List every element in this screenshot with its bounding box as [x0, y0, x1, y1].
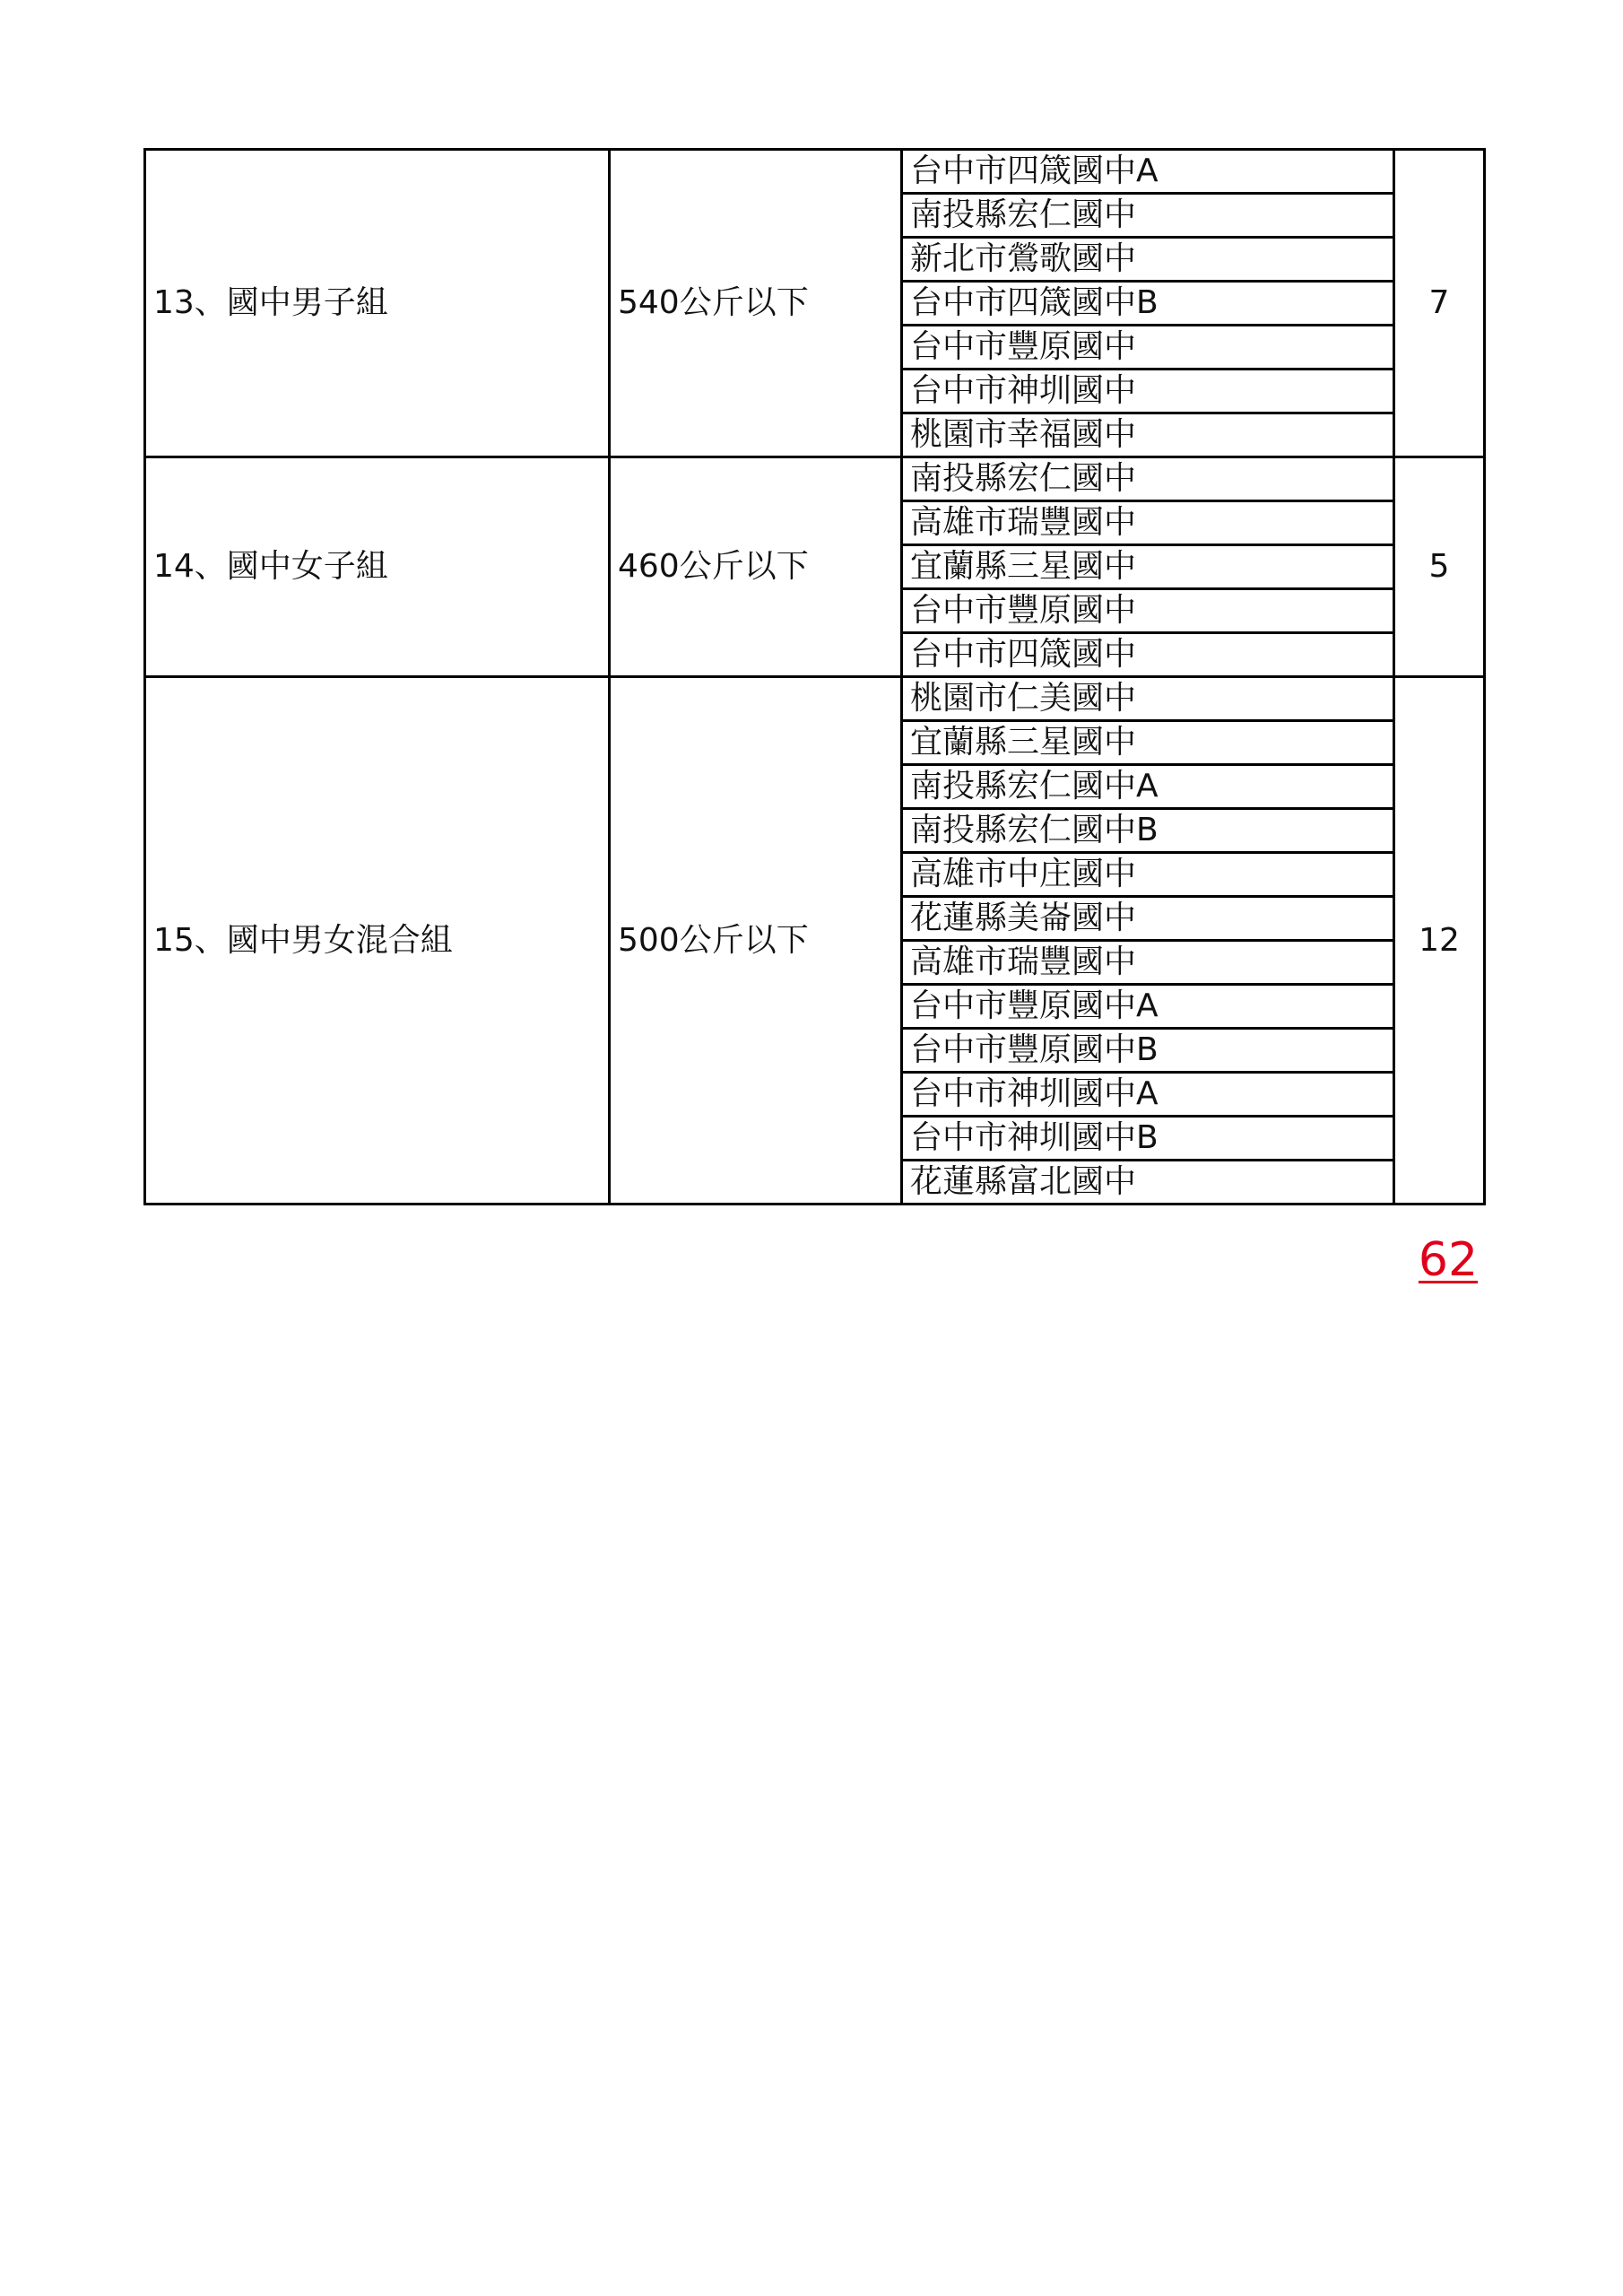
group-category: 15、國中男女混合組	[145, 677, 610, 1205]
team-name: 台中市神圳國中	[902, 370, 1394, 413]
team-name: 桃園市幸福國中	[902, 413, 1394, 457]
team-name: 台中市豐原國中B	[902, 1029, 1394, 1073]
team-name: 桃園市仁美國中	[902, 677, 1394, 721]
team-name: 高雄市瑞豐國中	[902, 941, 1394, 985]
team-name: 高雄市瑞豐國中	[902, 501, 1394, 545]
team-name: 南投縣宏仁國中A	[902, 765, 1394, 809]
table-row	[145, 457, 1485, 501]
registration-table	[143, 148, 1486, 1205]
table-row	[145, 677, 1485, 721]
table-body	[145, 150, 1485, 1205]
group-weight-limit: 500公斤以下	[610, 677, 902, 1205]
group-category: 13、國中男子組	[145, 150, 610, 457]
group-weight-limit: 540公斤以下	[610, 150, 902, 457]
group-team-count: 12	[1394, 677, 1485, 1205]
team-name: 台中市四箴國中B	[902, 282, 1394, 326]
team-name: 台中市神圳國中B	[902, 1117, 1394, 1161]
table-row	[145, 150, 1485, 194]
team-name: 台中市四箴國中	[902, 633, 1394, 677]
team-name: 南投縣宏仁國中	[902, 194, 1394, 238]
team-name: 台中市豐原國中	[902, 326, 1394, 370]
team-name: 高雄市中庄國中	[902, 853, 1394, 897]
team-name: 宜蘭縣三星國中	[902, 721, 1394, 765]
group-category: 14、國中女子組	[145, 457, 610, 677]
group-weight-limit: 460公斤以下	[610, 457, 902, 677]
team-name: 台中市豐原國中A	[902, 985, 1394, 1029]
team-name: 台中市四箴國中A	[902, 150, 1394, 194]
page-number: 62	[1418, 1233, 1479, 1287]
team-name: 花蓮縣美崙國中	[902, 897, 1394, 941]
team-name: 新北市鶯歌國中	[902, 238, 1394, 282]
team-name: 台中市神圳國中A	[902, 1073, 1394, 1117]
team-name: 南投縣宏仁國中B	[902, 809, 1394, 853]
team-name: 花蓮縣富北國中	[902, 1161, 1394, 1205]
team-name: 台中市豐原國中	[902, 589, 1394, 633]
team-name: 南投縣宏仁國中	[902, 457, 1394, 501]
group-team-count: 5	[1394, 457, 1485, 677]
team-name: 宜蘭縣三星國中	[902, 545, 1394, 589]
group-team-count: 7	[1394, 150, 1485, 457]
